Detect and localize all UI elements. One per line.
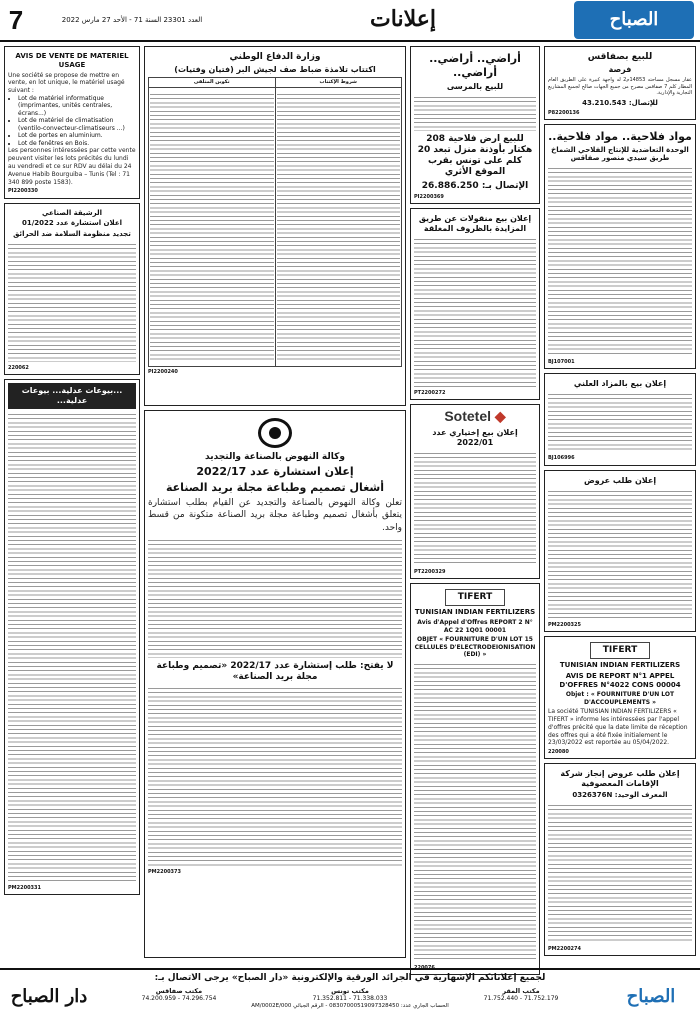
ad-subtitle: الوحدة التعاضدية للإنتاج الفلاحي الشماخ طريق سيدي منصور صفاقس — [551, 145, 689, 163]
left-column — [4, 46, 140, 964]
ad-ref: PM2200373 — [148, 869, 181, 876]
table-cell — [149, 87, 276, 366]
ad-text: Une société se propose de mettre en vente, en lot unique, le matériel usagé suivant : — [8, 71, 125, 95]
ad-ref: 220076 — [414, 964, 435, 971]
office-fax: 71.752.440 — [483, 995, 518, 1003]
ad-company: TUNISIAN INDIAN FERTILIZERS — [414, 608, 536, 617]
office-item: مكتب المقر 71.752.179 - 71.752.440 — [446, 987, 596, 1003]
ad-text: La société TUNISIAN INDIAN FERTILIZERS « TIFERT » informe les intéressées par l'appel d'offres précité que la date limite de réception des offres qui a été fixée initialement le 23/03/2022 est reportée au 05/04/2022. — [548, 708, 688, 747]
ad-land-sale — [410, 46, 540, 204]
newspaper-logo: الصباح — [574, 1, 694, 39]
ad-industry-agency — [144, 410, 406, 958]
ad-title: إعلان طلب عروض — [583, 475, 657, 485]
tifert-logo: TIFERT — [445, 589, 505, 606]
ad-contact: للإتصال: 43.210.543 — [582, 98, 658, 107]
footer-banner: لجميع إعلاناتكم الإشهارية في الجرائد الورقية والإلكترونية «دار الصباح» يرجى الاتصال بـ: — [154, 973, 546, 983]
office-item: مكتب صفاقس 74.296.754 - 74.200.959 — [104, 987, 254, 1003]
right-column — [544, 46, 696, 964]
ad-subtitle: اكتتاب تلامذة ضباط صف لجيش البر (فتيان وفتيات) — [174, 65, 376, 75]
section-title: إعلانات — [370, 6, 436, 33]
ad-agri-supplies — [544, 124, 696, 370]
ad-body-text — [548, 803, 692, 943]
ad-title: AVIS DE REPORT N°1 APPEL D'OFFRES N°4022 CONS 00004 — [559, 671, 681, 689]
sotetel-logo: ◆ Sotetel — [444, 408, 506, 425]
ad-body-text — [548, 166, 692, 356]
ad-title: إعلان طلب عروض إنجاز شركة الإقامات المعصوفية — [560, 769, 680, 789]
table-cell — [275, 87, 402, 366]
ad-title: إعلان بيع إختياري عدد 2022/01 — [432, 427, 518, 447]
ad-text: تعلن وكالة النهوض بالصناعة والتجديد عن القيام بطلب استشارة يتعلق بأشغال تصميم وطباعة مجلة بريد الصناعة متكونة من قسط واحد. — [148, 497, 402, 533]
ad-tifert-report — [544, 636, 696, 760]
ad-tifert-edi — [410, 583, 540, 975]
ad-subtitle: للبيع بالمرسى — [446, 81, 504, 91]
issue-line: العدد 23301 السنة 71 - الأحد 27 مارس 2022 — [61, 15, 203, 24]
ad-ref: PM2200274 — [548, 946, 581, 953]
recruitment-table — [148, 77, 402, 366]
office-name: مكتب المقر — [502, 987, 540, 996]
tifert-logo: TIFERT — [590, 642, 650, 659]
office-fax: 71.352.811 — [312, 995, 347, 1003]
ad-title: إعلان استشارة عدد 2022/17 — [196, 465, 354, 479]
ad-title: مواد فلاحية.. مواد فلاحية.. — [548, 129, 692, 143]
ad-object: OBJET « FOURNITURE D'UN LOT 15 CELLULES D'ELECTRODEIONISATION (EDI) » — [414, 636, 536, 658]
office-phone: 71.752.179 — [523, 995, 559, 1003]
ad-text: عقار مسجل مساحته 14853م2 له واجهة كبيرة على الطريق العام المطار كلم 7 صفاقس مصرح من جميع الجهات صالح لجميع المشاريع التجارية والإدارية. — [548, 77, 692, 97]
ad-body-text — [548, 489, 692, 619]
ad-ref: PI2200330 — [8, 188, 38, 195]
masthead — [0, 0, 700, 42]
ad-title: إعلان بيع منقولات عن طريق المزايدة بالظروف المغلقة — [418, 214, 532, 233]
ad-ref: 220062 — [8, 364, 29, 371]
table-header-conditions: شروط الإكتتاب — [275, 78, 402, 87]
ad-land-sfax — [544, 46, 696, 120]
office-phone: 71.338.033 — [352, 995, 388, 1003]
ad-ref: PI2200240 — [148, 368, 178, 375]
ad-title: الرشيقة الصناعي — [41, 208, 103, 217]
equipment-list — [8, 95, 136, 148]
ad-subtitle: اعلان استشارة عدد 01/2022 — [21, 219, 123, 228]
agency-emblem-icon — [258, 418, 292, 448]
ad-body-text — [8, 242, 136, 362]
ad-ref: PI2200369 — [414, 193, 444, 200]
ad-title: إعلان بيع بالمزاد العلني — [573, 379, 667, 389]
ad-housing-tender — [544, 763, 696, 956]
office-name: مكتب تونس — [331, 987, 369, 996]
ad-body-text — [414, 95, 536, 131]
ad-title: Avis d'Appel d'Offres REPORT 2 N° AC 22 1Q01 00001 — [417, 619, 533, 634]
ad-company: TUNISIAN INDIAN FERTILIZERS — [559, 661, 681, 669]
ad-ref: PM2200325 — [548, 621, 581, 628]
ad-ref: PM2200331 — [8, 885, 41, 892]
center-left-column — [144, 46, 406, 964]
judicial-sales-banner: ...بيوعات عدلية... بيوعات عدلية... — [8, 383, 136, 409]
list-item: • Lot de fenêtres en Bois. — [18, 140, 136, 148]
footer-logo-assabah: الصباح — [626, 985, 676, 1007]
ad-headline: أشغال تصميم وطباعة مجلة بريد الصناعة — [166, 481, 384, 494]
ad-body-text — [148, 686, 402, 866]
ad-used-equipment — [4, 46, 140, 199]
office-item: مكتب تونس 71.338.033 - 71.352.811 — [275, 987, 425, 1003]
ad-title: أراضي.. أراضي.. أراضي.. — [429, 52, 521, 79]
list-item: • Lot de portes en aluminium. — [18, 132, 136, 140]
ad-ref: BJ106996 — [548, 455, 575, 462]
ad-headline: تجديد منظومة السلامة ضد الحرائق — [13, 230, 131, 239]
ad-tender — [544, 470, 696, 632]
table-header-training: تكوين المتلقى — [149, 78, 276, 87]
footer — [0, 968, 700, 1034]
ad-object: Objet : « FOURNITURE D'UN LOT D'ACCOUPLEMENTS » — [565, 691, 675, 706]
page-number: 7 — [8, 4, 24, 35]
footer-note: الحساب الجاري عدد: 08307000519097328450 - الرقم الجبائي 000/AM/0002E — [251, 1002, 449, 1009]
ad-title: وزارة الدفاع الوطني — [229, 52, 321, 62]
ad-ref: PT2200272 — [414, 390, 446, 396]
ad-body-text — [8, 412, 136, 882]
ad-body-text — [414, 451, 536, 566]
list-item: • Lot de matériel de climatisation (ventilo-convecteur-climatiseurs ...) — [18, 117, 136, 132]
ad-org: وكالة النهوض بالصناعة والتجديد — [205, 452, 345, 462]
ad-defense-recruitment — [144, 46, 406, 406]
office-list — [100, 987, 600, 1003]
office-fax: 74.200.959 — [141, 995, 176, 1003]
office-phone: 74.296.754 — [181, 995, 217, 1003]
ad-body-text — [414, 662, 536, 962]
ad-ref: PT2200329 — [414, 568, 446, 575]
ad-headline: للبيع ارض فلاحية 208 هكتار بأوذنة منزل تبعد 20 كلم على تونس بقرب الموقع الأثري — [417, 133, 533, 178]
ad-body-text — [548, 392, 692, 452]
ad-body-text — [414, 237, 536, 387]
ad-movables-auction — [410, 208, 540, 400]
ad-contact: الإتصال بـ: 26.886.250 — [421, 180, 529, 191]
ad-ref: P82200136 — [548, 109, 580, 116]
ad-subtitle: المعرف الوحيد: 0326376N — [572, 791, 668, 800]
ad-title: AVIS DE VENTE DE MATERIEL USAGE — [15, 52, 129, 69]
ad-fire-safety — [4, 203, 140, 376]
ad-title: للبيع بصفاقس — [587, 52, 653, 62]
ad-public-auction — [544, 373, 696, 465]
ad-ref: 220080 — [548, 749, 569, 756]
ad-ref: BJ107001 — [548, 359, 575, 365]
footer-logo-dar-assabah: دار الصباح — [10, 985, 88, 1007]
ad-subtitle: فرصة — [608, 65, 632, 75]
ad-notice: لا يفتح: طلب إستشارة عدد 2022/17 «تصميم وطباعة مجلة بريد الصناعة» — [156, 660, 394, 682]
ad-body-text — [148, 538, 402, 658]
center-right-column — [410, 46, 540, 971]
ad-judicial-sales — [4, 379, 140, 895]
list-item: • Lot de matériel informatique (imprimantes, unités centrales, écrans...) — [18, 95, 136, 118]
office-name: مكتب صفاقس — [155, 987, 203, 996]
ad-sotetel — [410, 404, 540, 579]
ad-footer-text: Les personnes intéressées par cette vente peuvent visiter les lots précités du lundi au vendredi et ce sur RDV au délai du 24 Avenue Habib Bourguiba – Tunis (Tel : 71 340 899 poste 1583). — [8, 147, 136, 186]
